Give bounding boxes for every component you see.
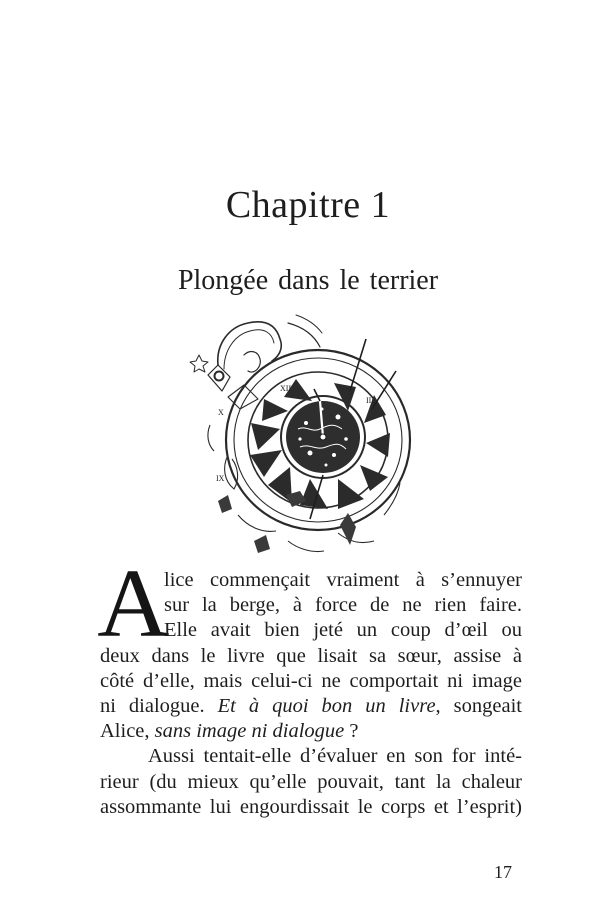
text-line: côté d’elle, mais celui-ci ne comportait ni image bbox=[100, 669, 522, 692]
text-line: assommante lui engourdissait le corps et l’esprit) bbox=[100, 795, 522, 818]
svg-text:III: III bbox=[366, 396, 374, 405]
drop-cap: A bbox=[97, 550, 170, 658]
svg-text:XII: XII bbox=[280, 384, 292, 393]
text-line: sur la berge, à force de ne rien faire. bbox=[164, 594, 522, 617]
italic-text: Et à quoi bon un livre bbox=[217, 694, 436, 717]
text-line: deux dans le livre que lisait sa sœur, assise à bbox=[100, 644, 522, 667]
text-line: Aussi tentait-elle d’évaluer en son for inté- bbox=[148, 745, 522, 768]
chapter-subtitle: Plongée dans le terrier bbox=[177, 265, 439, 296]
svg-text:IX: IX bbox=[216, 474, 225, 483]
text-run: ? bbox=[344, 720, 359, 743]
text-line: rieur (du mieux qu’elle pouvait, tant la chaleur bbox=[100, 770, 522, 793]
text-run: Alice, bbox=[100, 720, 155, 743]
page-number: 17 bbox=[494, 862, 512, 882]
text-line: Elle avait bien jeté un coup d’œil ou bbox=[164, 619, 522, 642]
text-line bbox=[100, 719, 522, 744]
text-line bbox=[100, 694, 522, 719]
clock-illustration bbox=[188, 305, 414, 557]
svg-text:X: X bbox=[218, 408, 224, 417]
text-line: lice commençait vraiment à s’ennuyer bbox=[164, 569, 522, 591]
italic-text: sans image ni dialogue bbox=[154, 720, 345, 743]
text-run: , songeait bbox=[435, 694, 522, 717]
text-run: ni dialogue. bbox=[100, 694, 218, 717]
body-text bbox=[100, 568, 522, 820]
chapter-title: Chapitre 1 bbox=[225, 184, 391, 226]
